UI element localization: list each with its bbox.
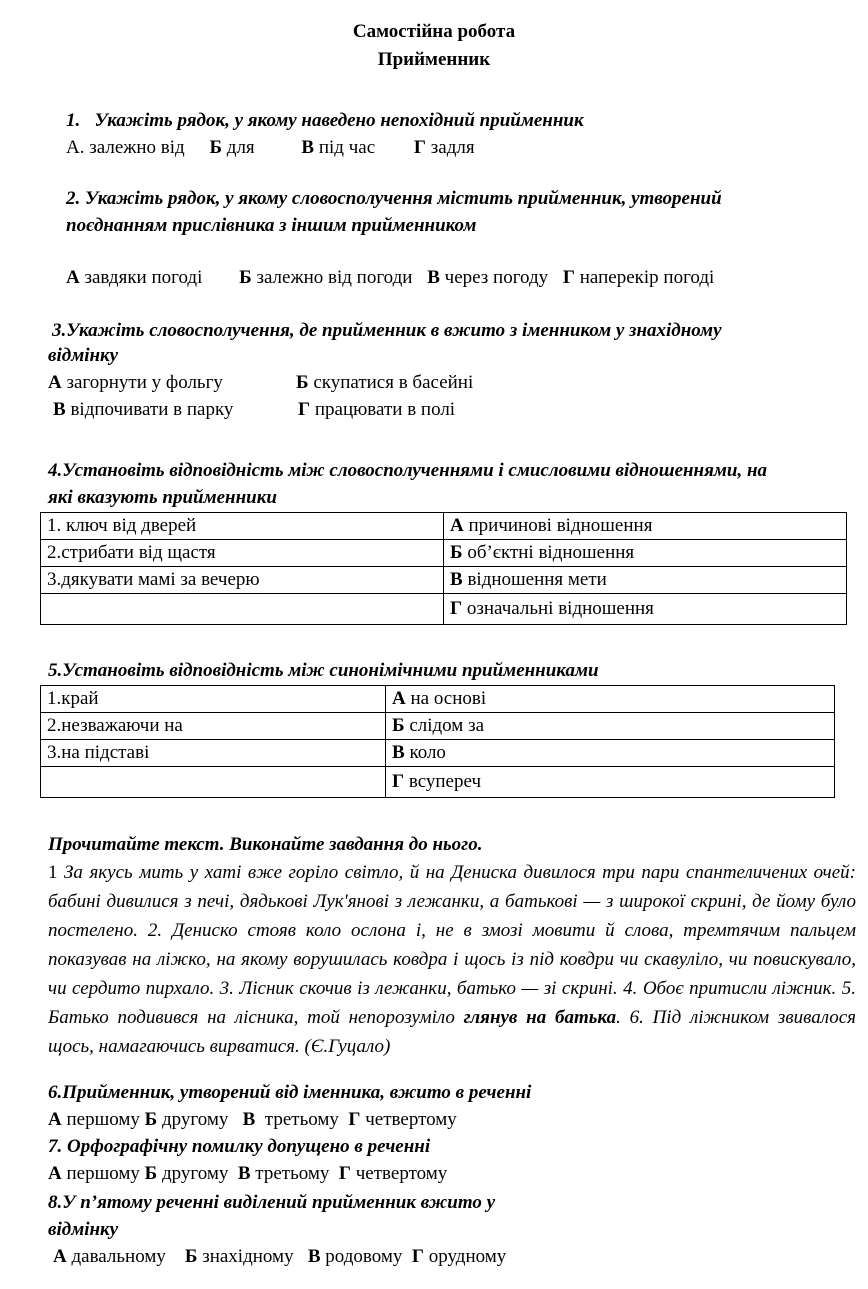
option-a: А. залежно від (66, 137, 185, 158)
option-a: А першому (48, 1109, 145, 1130)
question-6-options (48, 1109, 457, 1131)
question-3-line1: 3.Укажіть словосполучення, де прийменник в вжито з іменником у знахідному (52, 320, 722, 341)
question-7: 7. Орфографічну помилку допущено в реченні (48, 1136, 431, 1157)
table-cell: В відношення мети (444, 567, 847, 594)
matching-table-5 (40, 685, 835, 798)
question-3-option-b: Б скупатися в басейні (296, 372, 474, 393)
option-v: В третьому (237, 1163, 339, 1184)
table-row (41, 740, 835, 767)
table-row (41, 567, 847, 594)
table-cell: 1.край (41, 686, 386, 713)
table-row (41, 540, 847, 567)
question-4-line2: які вказують прийменники (48, 487, 277, 508)
option-v: В третьому (242, 1109, 349, 1130)
table-cell: В коло (386, 740, 835, 767)
table-cell: Г всупереч (386, 767, 835, 798)
question-5: 5.Установіть відповідність між синонімічними прийменниками (48, 660, 599, 681)
option-v: В через погоду (427, 267, 549, 288)
reading-heading: Прочитайте текст. Виконайте завдання до нього. (48, 834, 483, 855)
table-cell: Б слідом за (386, 713, 835, 740)
page-subtitle: Прийменник (377, 49, 491, 70)
table-row (41, 767, 835, 798)
table-cell (41, 594, 444, 625)
question-3-option-v: В відпочивати в парку (53, 399, 234, 420)
question-8-line1: 8.У п’ятому реченні виділений прийменник вжито у (48, 1192, 496, 1213)
table-row (41, 686, 835, 713)
question-8-options (53, 1246, 506, 1268)
option-a: А першому (48, 1163, 145, 1184)
question-2-line2: поєднанням прислівника з іншим прийменником (66, 215, 477, 236)
option-g: Г наперекір погоді (562, 267, 715, 288)
option-b: Б для (209, 137, 255, 158)
question-2-line1: 2. Укажіть рядок, у якому словосполучення містить прийменник, утворений (66, 188, 722, 209)
option-v: В під час (301, 137, 376, 158)
question-1: 1. Укажіть рядок, у якому наведено непохідний прийменник (66, 110, 584, 131)
option-a: А давальному (53, 1246, 185, 1267)
table-row (41, 513, 847, 540)
option-g: Г орудному (411, 1246, 507, 1267)
option-b: Б другому (144, 1163, 238, 1184)
question-1-options (66, 137, 475, 159)
page-title: Самостійна робота (352, 21, 516, 42)
question-6: 6.Прийменник, утворений від іменника, вжито в реченні (48, 1082, 532, 1103)
table-cell: 2.незважаючи на (41, 713, 386, 740)
option-g: Г задля (413, 137, 475, 158)
matching-table-4 (40, 512, 847, 625)
option-g: Г четвертому (338, 1163, 448, 1184)
option-a: А завдяки погоді (66, 267, 203, 288)
option-v: В родовому (307, 1246, 412, 1267)
table-cell: 2.стрибати від щастя (41, 540, 444, 567)
table-cell: 3.на підставі (41, 740, 386, 767)
question-3-option-g: Г працювати в полі (298, 399, 456, 420)
table-cell: А на основі (386, 686, 835, 713)
reading-passage: 1 За якусь мить у хаті вже горіло світло, й на Дениска дивилося три пари спантеличених очей: бабині дивилися з печі, дядькові Лук'янові з лежанки, а батькові — з широкої скрині, де йому було постелено. 2. Дениско стояв коло ослона і, не в змозі мовити й слова, тремтячим пальцем показував на ліжко, на якому ворушилась ковдра і щось із під ковдри чи скавуліло, чи повискувало, чи сердито пирхало. 3. Лісник скочив із лежанки, батько — зі скрині. 4. Обоє притисли ліжник. 5. Батько подивився на лісника, той непорозуміло глянув на батька. 6. Під ліжником звивалося щось, намагаючись вирватися. (Є.Гуцало) (48, 862, 856, 1057)
question-8-line2: відмінку (48, 1219, 119, 1240)
question-7-options (48, 1163, 447, 1185)
table-cell (41, 767, 386, 798)
option-b: Б залежно від погоди (239, 267, 413, 288)
question-3-option-a: А загорнути у фольгу (48, 372, 223, 393)
table-cell: Б об’єктні відношення (444, 540, 847, 567)
table-cell: Г означальні відношення (444, 594, 847, 625)
table-cell: 3.дякувати мамі за вечерю (41, 567, 444, 594)
table-cell: 1. ключ від дверей (41, 513, 444, 540)
question-3-line2: відмінку (48, 345, 119, 366)
question-4-line1: 4.Установіть відповідність між словосполученнями і смисловими відношеннями, на (48, 460, 768, 481)
option-b: Б знахідному (184, 1246, 308, 1267)
question-2-options (66, 267, 714, 289)
option-b: Б другому (144, 1109, 243, 1130)
table-row (41, 713, 835, 740)
table-row (41, 594, 847, 625)
table-cell: А причинові відношення (444, 513, 847, 540)
option-g: Г четвертому (348, 1109, 457, 1130)
